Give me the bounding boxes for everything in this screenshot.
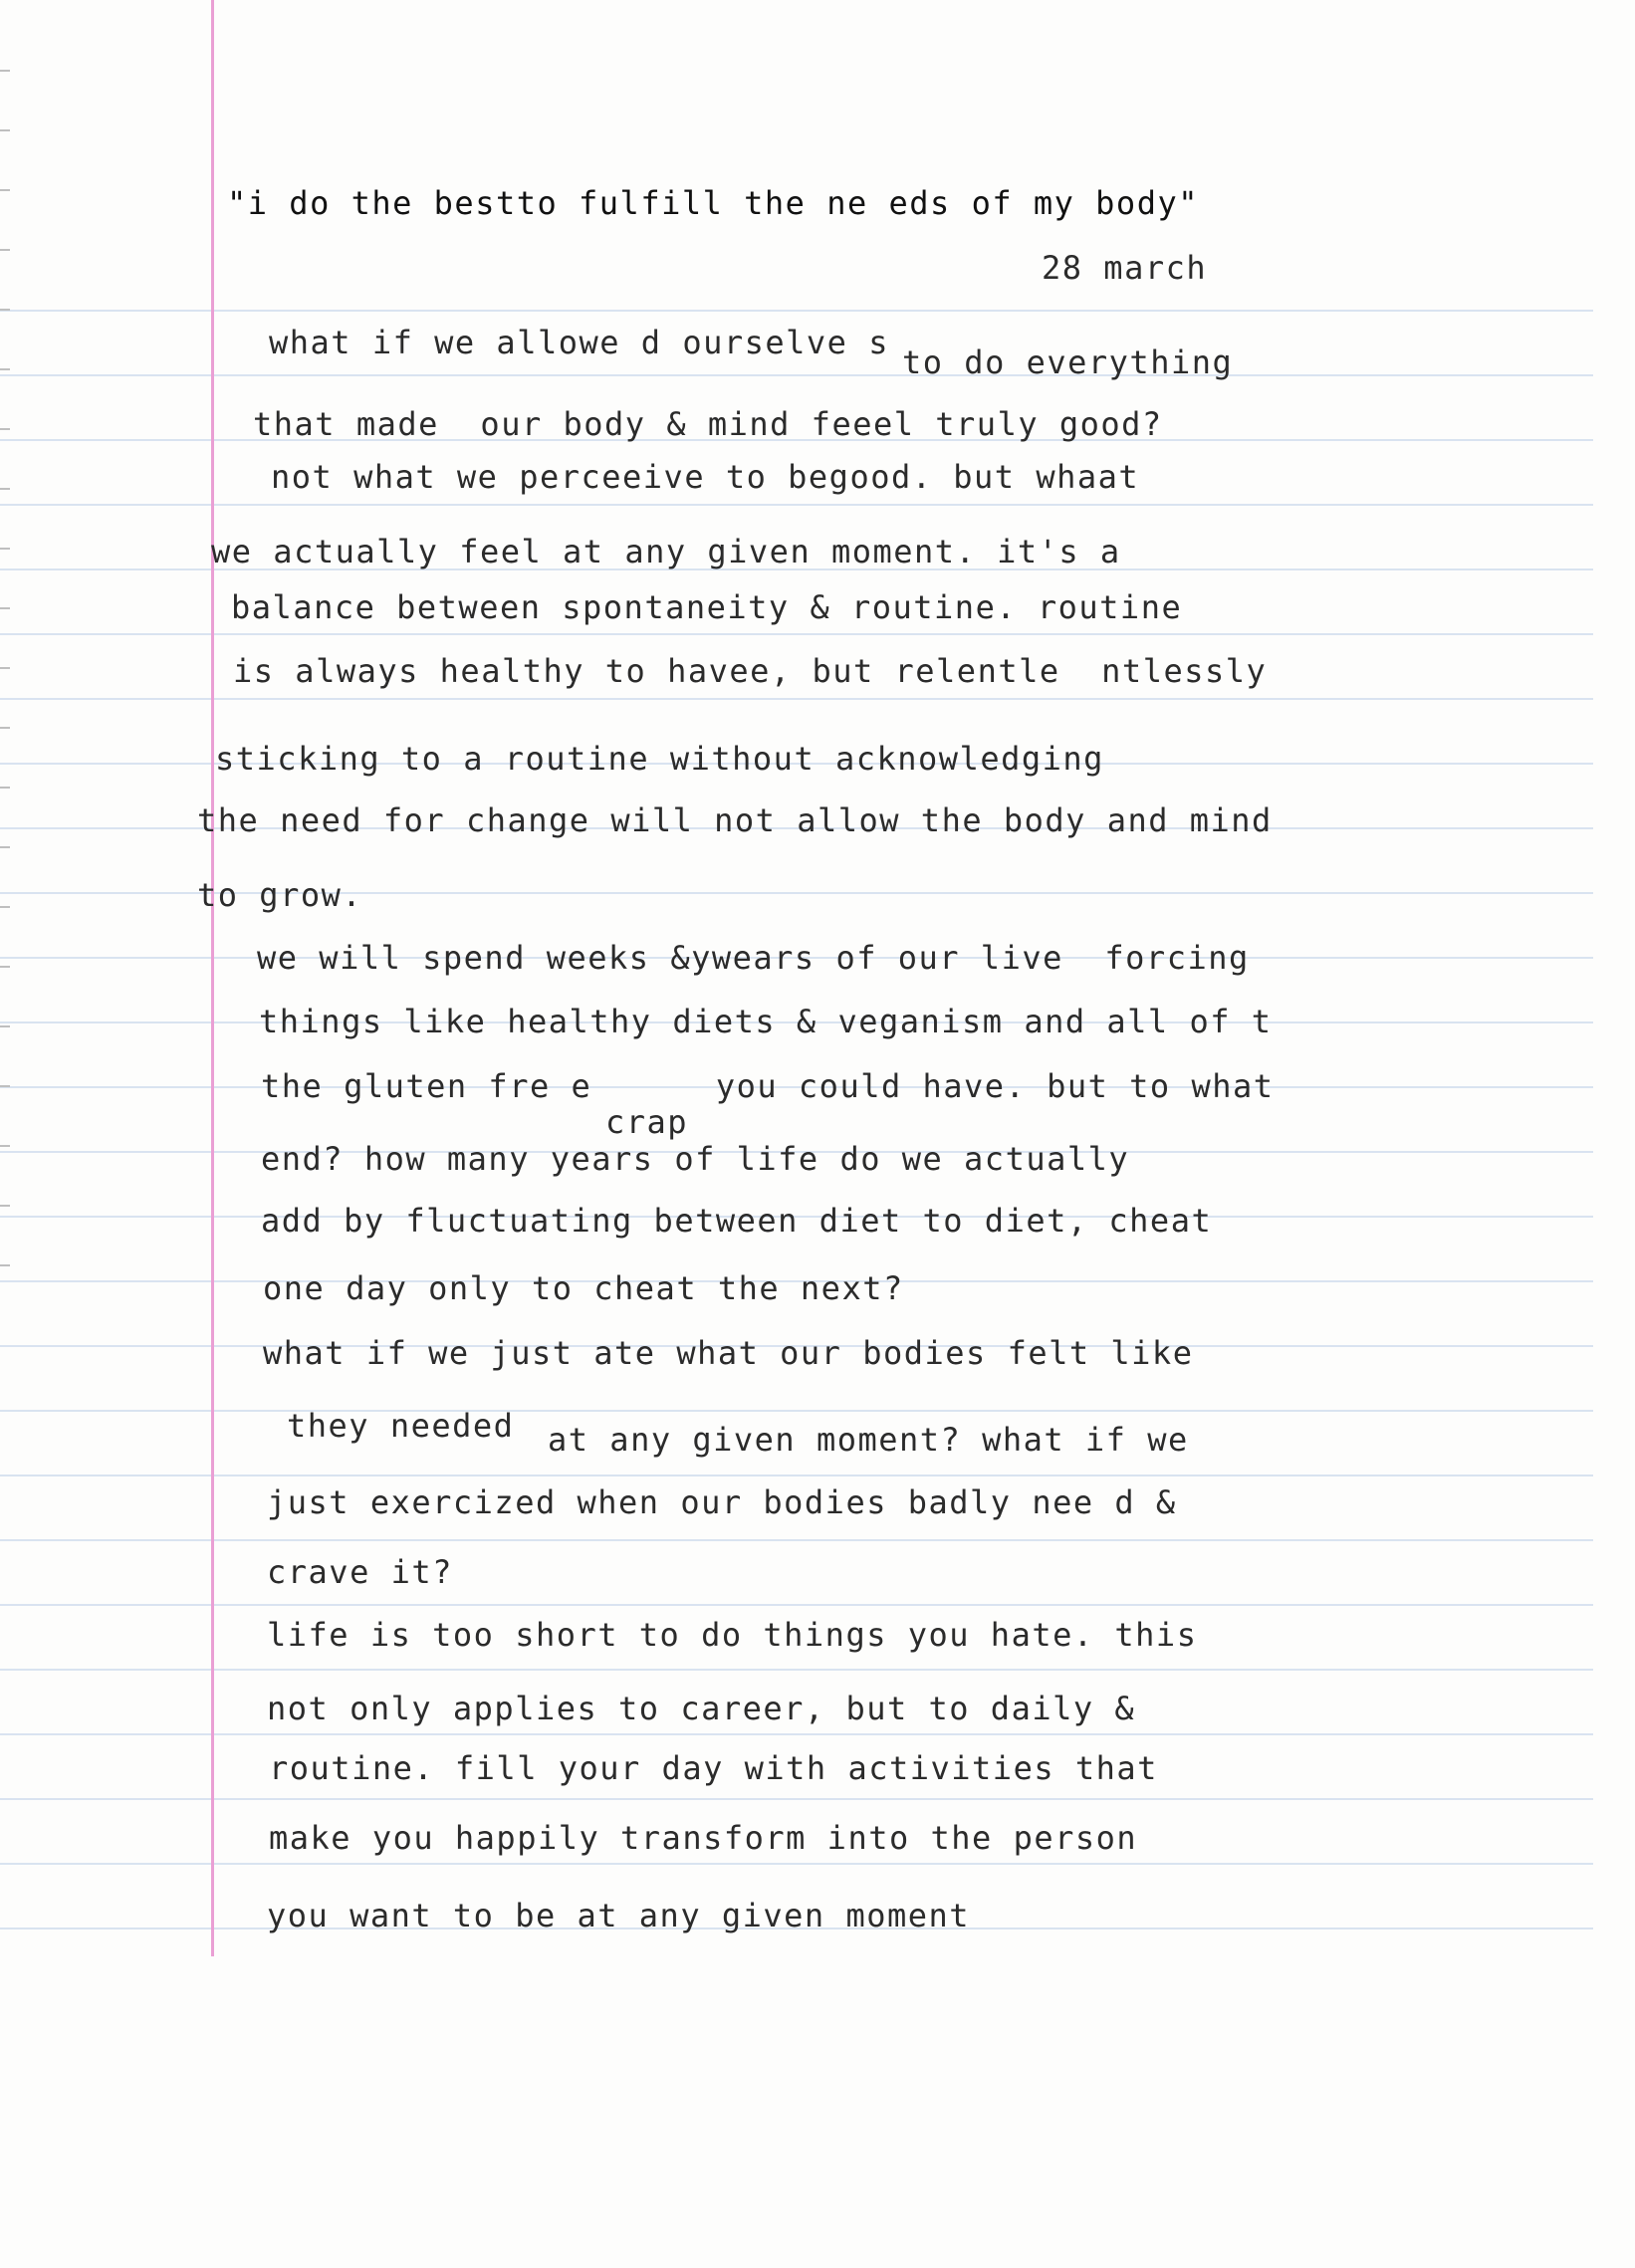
text-line: crap [605,1103,689,1141]
text-line: they needed [287,1407,515,1445]
text-line: add by fluctuating between diet to diet, cheat [261,1202,1213,1240]
text-line: things like healthy diets & veganism and all of t [259,1003,1273,1040]
margin-line [211,0,214,1956]
text-line: one day only to cheat the next? [263,1269,904,1307]
text-line: life is too short to do things you hate. this [267,1616,1198,1654]
text-line: make you happily transform into the person [269,1819,1138,1857]
text-line: balance between spontaneity & routine. routine [231,588,1183,626]
text-line: that made our body & mind feeel truly good? [253,405,1163,443]
text-line: the need for change will not allow the body and mind [197,801,1273,839]
text-line: what if we allowe d ourselve s [269,324,889,361]
document-date: 28 march [1042,249,1208,287]
text-line: to do everything [902,343,1234,381]
text-line: the gluten fre e you could have. but to what [261,1067,1275,1105]
page-corner [1374,0,1635,121]
text-line: not only applies to career, but to daily & [267,1690,1136,1727]
text-line: crave it? [267,1553,453,1591]
text-line: you want to be at any given moment [267,1897,971,1934]
text-line: we actually feel at any given moment. it's a [211,533,1121,570]
text-line: end? how many years of life do we actually [261,1140,1130,1178]
text-line: what if we just ate what our bodies felt like [263,1334,1194,1372]
text-line: to grow. [197,876,363,914]
text-line: at any given moment? what if we [548,1421,1189,1459]
text-line: not what we perceeive to begood. but whaat [271,458,1140,496]
text-line: sticking to a routine without acknowledging [215,740,1104,778]
text-line: routine. fill your day with activities that [269,1749,1158,1787]
text-line: is always healthy to havee, but relentle ntlessly [233,652,1268,690]
document-title: "i do the bestto fulfill the ne eds of my body" [227,184,1199,222]
text-line: we will spend weeks &ywears of our live forcing [257,939,1250,977]
text-line: just exercized when our bodies badly nee d & [267,1483,1177,1521]
